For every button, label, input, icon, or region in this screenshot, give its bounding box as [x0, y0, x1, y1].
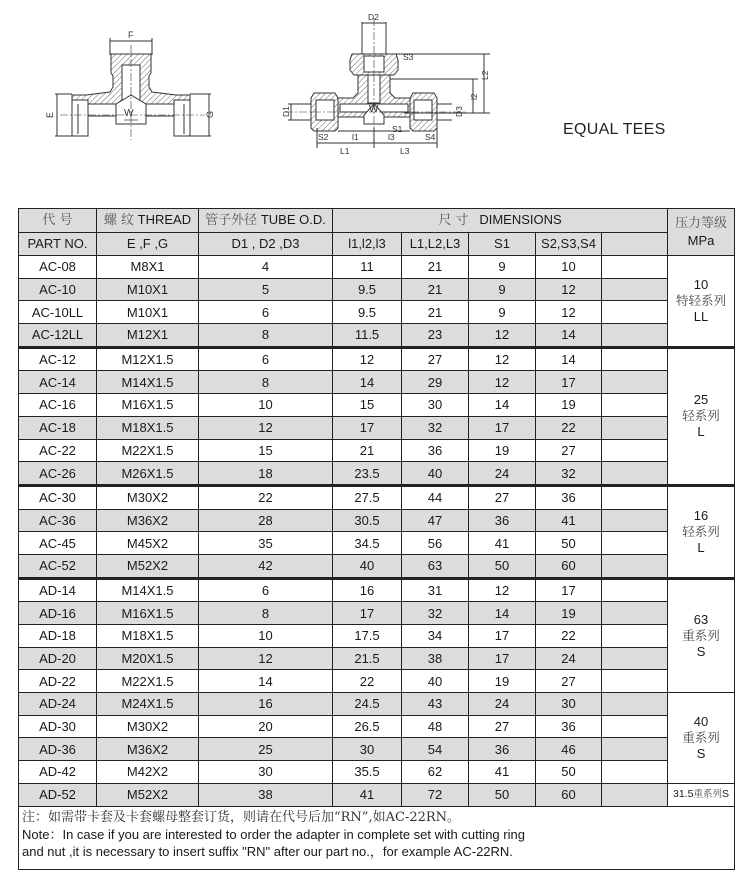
- note-line-en-1: Note：In case if you are interested to order the adapter in complete set with cutting ring: [22, 826, 525, 842]
- cell-part: AC-36: [19, 509, 97, 532]
- cell-blank: [602, 761, 668, 784]
- cell-tube: 30: [199, 761, 333, 784]
- cell-part: AD-18: [19, 625, 97, 648]
- cell-tube: 8: [199, 602, 333, 625]
- label-w: W: [369, 104, 379, 115]
- table-row: [19, 371, 735, 394]
- cell-thread: M36X2: [97, 738, 199, 761]
- cell-part: AD-24: [19, 693, 97, 716]
- note-row: [19, 806, 735, 869]
- cell-thread: M18X1.5: [97, 625, 199, 648]
- cell-l: 24.5: [333, 693, 402, 716]
- cell-tube: 12: [199, 416, 333, 439]
- cell-l: 11: [333, 256, 402, 279]
- cell-s234: 19: [536, 394, 602, 417]
- female-tee-drawing: [40, 20, 230, 150]
- cell-part: AC-52: [19, 554, 97, 578]
- table-row: [19, 324, 735, 348]
- cell-tube: 20: [199, 715, 333, 738]
- label-s1: S1: [392, 124, 403, 134]
- cell-L: 47: [402, 509, 469, 532]
- cell-thread: M14X1.5: [97, 578, 199, 602]
- table-row: [19, 693, 735, 716]
- cell-blank: [602, 347, 668, 371]
- header-part-no: PART NO.: [19, 232, 97, 256]
- cell-thread: M52X2: [97, 783, 199, 806]
- cell-L: 44: [402, 485, 469, 509]
- cell-thread: M42X2: [97, 761, 199, 784]
- cell-l: 35.5: [333, 761, 402, 784]
- cell-blank: [602, 301, 668, 324]
- cell-l: 9.5: [333, 301, 402, 324]
- cell-tube: 4: [199, 256, 333, 279]
- table-row: [19, 602, 735, 625]
- header-dimensions: 尺 寸 DIMENSIONS: [333, 209, 668, 233]
- cell-s234: 10: [536, 256, 602, 279]
- header-thread-efg: E ,F ,G: [97, 232, 199, 256]
- label-f: F: [128, 30, 134, 40]
- pressure-group-16: 16 轻系列 L: [668, 485, 735, 578]
- cell-s1: 17: [469, 416, 536, 439]
- cell-tube: 22: [199, 485, 333, 509]
- cell-blank: [602, 532, 668, 555]
- cell-l: 15: [333, 394, 402, 417]
- cell-part: AD-22: [19, 670, 97, 693]
- cell-thread: M30X2: [97, 715, 199, 738]
- cell-thread: M52X2: [97, 554, 199, 578]
- dimensions-table: [18, 208, 735, 870]
- cell-tube: 28: [199, 509, 333, 532]
- cell-blank: [602, 602, 668, 625]
- cell-L: 32: [402, 416, 469, 439]
- cell-tube: 6: [199, 347, 333, 371]
- cell-s234: 12: [536, 278, 602, 301]
- cell-blank: [602, 578, 668, 602]
- table-row: [19, 670, 735, 693]
- pressure-group-10: 10 特轻系列 LL: [668, 256, 735, 348]
- cell-part: AC-10: [19, 278, 97, 301]
- cell-part: AC-10LL: [19, 301, 97, 324]
- cell-s234: 60: [536, 783, 602, 806]
- cell-part: AD-16: [19, 602, 97, 625]
- cell-tube: 8: [199, 324, 333, 348]
- table-row: [19, 761, 735, 784]
- cell-s234: 50: [536, 761, 602, 784]
- cell-blank: [602, 625, 668, 648]
- header-row-1: [19, 209, 735, 233]
- header-thread: 螺 纹 THREAD: [97, 209, 199, 233]
- cell-l: 17: [333, 416, 402, 439]
- cell-s234: 50: [536, 532, 602, 555]
- cell-tube: 16: [199, 693, 333, 716]
- table-row: [19, 783, 735, 806]
- cell-L: 31: [402, 578, 469, 602]
- cell-l: 26.5: [333, 715, 402, 738]
- label-l1-outer: L1: [340, 146, 350, 156]
- label-w: W: [124, 108, 134, 119]
- cell-blank: [602, 485, 668, 509]
- cell-blank: [602, 670, 668, 693]
- cell-tube: 42: [199, 554, 333, 578]
- table-row: [19, 738, 735, 761]
- cell-l: 41: [333, 783, 402, 806]
- cell-s234: 27: [536, 439, 602, 462]
- cell-part: AC-30: [19, 485, 97, 509]
- cell-part: AD-14: [19, 578, 97, 602]
- header-pressure: 压力等级 MPa: [668, 209, 735, 256]
- table-row: [19, 394, 735, 417]
- cell-blank: [602, 783, 668, 806]
- label-s4: S4: [425, 132, 436, 142]
- label-g: G: [205, 110, 215, 118]
- cell-thread: M45X2: [97, 532, 199, 555]
- cell-l: 17: [333, 602, 402, 625]
- cell-part: AC-08: [19, 256, 97, 279]
- cell-thread: M22X1.5: [97, 670, 199, 693]
- cell-l: 22: [333, 670, 402, 693]
- cell-thread: M22X1.5: [97, 439, 199, 462]
- cell-L: 38: [402, 647, 469, 670]
- cell-blank: [602, 394, 668, 417]
- cell-s1: 17: [469, 625, 536, 648]
- cell-s1: 9: [469, 278, 536, 301]
- cell-s234: 17: [536, 371, 602, 394]
- cell-l: 23.5: [333, 462, 402, 486]
- cell-tube: 15: [199, 439, 333, 462]
- cell-L: 27: [402, 347, 469, 371]
- cell-blank: [602, 439, 668, 462]
- cell-l: 21: [333, 439, 402, 462]
- cell-blank: [602, 738, 668, 761]
- cell-s234: 24: [536, 647, 602, 670]
- cell-s1: 19: [469, 439, 536, 462]
- cell-tube: 10: [199, 625, 333, 648]
- cell-thread: M26X1.5: [97, 462, 199, 486]
- cell-part: AD-36: [19, 738, 97, 761]
- cell-l: 34.5: [333, 532, 402, 555]
- cell-s1: 17: [469, 647, 536, 670]
- cell-tube: 5: [199, 278, 333, 301]
- cell-s1: 24: [469, 693, 536, 716]
- table-row: [19, 532, 735, 555]
- cell-l: 30.5: [333, 509, 402, 532]
- cell-L: 23: [402, 324, 469, 348]
- cell-L: 72: [402, 783, 469, 806]
- cell-L: 40: [402, 670, 469, 693]
- cell-thread: M10X1: [97, 301, 199, 324]
- label-l2-outer: L2: [480, 70, 490, 80]
- cell-blank: [602, 416, 668, 439]
- cell-part: AC-14: [19, 371, 97, 394]
- cell-s1: 27: [469, 485, 536, 509]
- cell-L: 34: [402, 625, 469, 648]
- cell-L: 48: [402, 715, 469, 738]
- cell-l: 40: [333, 554, 402, 578]
- cell-s234: 17: [536, 578, 602, 602]
- cell-s1: 41: [469, 761, 536, 784]
- cell-l: 17.5: [333, 625, 402, 648]
- header-l-large: L1,L2,L3: [402, 232, 469, 256]
- cell-thread: M10X1: [97, 278, 199, 301]
- cell-s1: 12: [469, 347, 536, 371]
- cell-L: 62: [402, 761, 469, 784]
- cell-s234: 22: [536, 625, 602, 648]
- table-row: [19, 278, 735, 301]
- cell-tube: 12: [199, 647, 333, 670]
- header-part-cn: 代 号: [19, 209, 97, 233]
- cell-thread: M24X1.5: [97, 693, 199, 716]
- table-row: [19, 256, 735, 279]
- cell-tube: 14: [199, 670, 333, 693]
- label-s2: S2: [318, 132, 329, 142]
- cell-tube: 25: [199, 738, 333, 761]
- cell-thread: M36X2: [97, 509, 199, 532]
- label-l1-inner: l1: [352, 132, 359, 142]
- label-l2-inner: l2: [469, 93, 479, 100]
- cell-tube: 8: [199, 371, 333, 394]
- note-line-en-2: and nut ,it is necessary to insert suffix "RN" after our part no.，for example AC-22RN.: [22, 843, 513, 859]
- cell-s234: 27: [536, 670, 602, 693]
- table-row: [19, 625, 735, 648]
- header-s234: S2,S3,S4: [536, 232, 602, 256]
- cell-part: AC-16: [19, 394, 97, 417]
- table-row: [19, 554, 735, 578]
- header-row-2: [19, 232, 735, 256]
- cell-s234: 46: [536, 738, 602, 761]
- header-tube-d: D1 , D2 ,D3: [199, 232, 333, 256]
- cell-s1: 12: [469, 578, 536, 602]
- cell-L: 43: [402, 693, 469, 716]
- cell-blank: [602, 256, 668, 279]
- cell-s234: 36: [536, 715, 602, 738]
- cell-part: AC-26: [19, 462, 97, 486]
- header-tube: 管子外径 TUBE O.D.: [199, 209, 333, 233]
- cell-blank: [602, 324, 668, 348]
- cell-tube: 38: [199, 783, 333, 806]
- cell-s1: 12: [469, 371, 536, 394]
- table-row: [19, 647, 735, 670]
- cell-s234: 14: [536, 324, 602, 348]
- cell-s1: 19: [469, 670, 536, 693]
- page-title: EQUAL TEES: [563, 121, 666, 138]
- cell-thread: M8X1: [97, 256, 199, 279]
- cell-s234: 41: [536, 509, 602, 532]
- cell-s1: 50: [469, 783, 536, 806]
- cell-part: AD-52: [19, 783, 97, 806]
- cell-part: AC-12: [19, 347, 97, 371]
- cell-blank: [602, 693, 668, 716]
- cell-s234: 14: [536, 347, 602, 371]
- cell-s234: 32: [536, 462, 602, 486]
- cell-s234: 19: [536, 602, 602, 625]
- cell-thread: M16X1.5: [97, 394, 199, 417]
- pressure-group-40: 40 重系列 S: [668, 693, 735, 784]
- cell-blank: [602, 462, 668, 486]
- cell-s1: 9: [469, 301, 536, 324]
- cell-part: AC-45: [19, 532, 97, 555]
- cell-L: 21: [402, 256, 469, 279]
- cell-thread: M14X1.5: [97, 371, 199, 394]
- cell-thread: M30X2: [97, 485, 199, 509]
- cell-s1: 27: [469, 715, 536, 738]
- label-l3-outer: L3: [400, 146, 410, 156]
- cell-s1: 14: [469, 394, 536, 417]
- cell-l: 11.5: [333, 324, 402, 348]
- cell-blank: [602, 509, 668, 532]
- cell-part: AD-20: [19, 647, 97, 670]
- note: [19, 806, 735, 869]
- table-row: [19, 578, 735, 602]
- cell-L: 40: [402, 462, 469, 486]
- cell-L: 63: [402, 554, 469, 578]
- cell-part: AD-42: [19, 761, 97, 784]
- cell-tube: 10: [199, 394, 333, 417]
- cell-l: 12: [333, 347, 402, 371]
- label-d1: D1: [281, 106, 291, 117]
- cell-s234: 30: [536, 693, 602, 716]
- header-s1: S1: [469, 232, 536, 256]
- cell-part: AC-12LL: [19, 324, 97, 348]
- cell-l: 14: [333, 371, 402, 394]
- cell-thread: M20X1.5: [97, 647, 199, 670]
- cell-s234: 60: [536, 554, 602, 578]
- note-line-cn: 注：如需带卡套及卡套螺母整套订货，则请在代号后加“RN”,如AC-22RN。: [22, 809, 461, 825]
- cell-L: 54: [402, 738, 469, 761]
- cell-l: 30: [333, 738, 402, 761]
- cell-blank: [602, 371, 668, 394]
- cell-part: AC-18: [19, 416, 97, 439]
- table-row: [19, 439, 735, 462]
- cell-blank: [602, 715, 668, 738]
- label-d3: D3: [454, 106, 464, 117]
- cell-L: 29: [402, 371, 469, 394]
- cell-part: AC-22: [19, 439, 97, 462]
- label-l3-inner: l3: [388, 132, 395, 142]
- label-d2: D2: [368, 12, 379, 22]
- table-row: [19, 485, 735, 509]
- table-row: [19, 509, 735, 532]
- cell-s1: 36: [469, 738, 536, 761]
- cell-s1: 41: [469, 532, 536, 555]
- cell-L: 56: [402, 532, 469, 555]
- tube-tee-drawing: [275, 8, 505, 158]
- label-s3: S3: [403, 52, 414, 62]
- cell-l: 27.5: [333, 485, 402, 509]
- pressure-group-25: 25 轻系列 L: [668, 347, 735, 485]
- header-l-small: l1,l2,l3: [333, 232, 402, 256]
- cell-s1: 12: [469, 324, 536, 348]
- cell-s1: 14: [469, 602, 536, 625]
- cell-blank: [602, 554, 668, 578]
- cell-blank: [602, 647, 668, 670]
- cell-tube: 18: [199, 462, 333, 486]
- cell-s234: 12: [536, 301, 602, 324]
- header-blank: [602, 232, 668, 256]
- table-row: [19, 715, 735, 738]
- cell-L: 30: [402, 394, 469, 417]
- cell-s234: 22: [536, 416, 602, 439]
- pressure-group-31-5: 31.5重系列S: [668, 783, 735, 806]
- cell-part: AD-30: [19, 715, 97, 738]
- cell-L: 36: [402, 439, 469, 462]
- cell-thread: M18X1.5: [97, 416, 199, 439]
- table-row: [19, 462, 735, 486]
- cell-L: 32: [402, 602, 469, 625]
- cell-s1: 36: [469, 509, 536, 532]
- cell-L: 21: [402, 301, 469, 324]
- cell-l: 21.5: [333, 647, 402, 670]
- cell-tube: 6: [199, 301, 333, 324]
- label-e: E: [45, 111, 55, 118]
- cell-tube: 35: [199, 532, 333, 555]
- cell-l: 9.5: [333, 278, 402, 301]
- cell-l: 16: [333, 578, 402, 602]
- cell-s234: 36: [536, 485, 602, 509]
- cell-thread: M16X1.5: [97, 602, 199, 625]
- cell-thread: M12X1.5: [97, 347, 199, 371]
- table-row: [19, 347, 735, 371]
- table-row: [19, 416, 735, 439]
- cell-tube: 6: [199, 578, 333, 602]
- cell-thread: M12X1: [97, 324, 199, 348]
- cell-s1: 9: [469, 256, 536, 279]
- cell-blank: [602, 278, 668, 301]
- pressure-group-63: 63 重系列 S: [668, 578, 735, 692]
- cell-L: 21: [402, 278, 469, 301]
- cell-s1: 24: [469, 462, 536, 486]
- cell-s1: 50: [469, 554, 536, 578]
- table-row: [19, 301, 735, 324]
